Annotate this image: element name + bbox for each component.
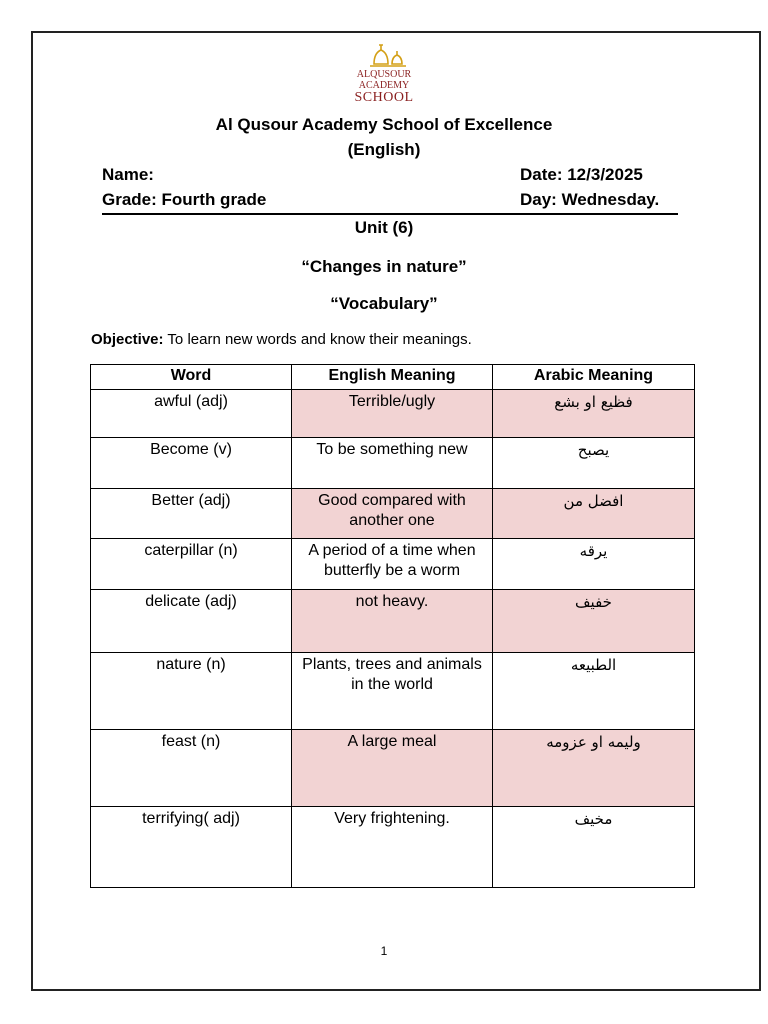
table-row [91,807,695,888]
arabic-meaning-cell: افضل من [493,489,695,539]
arabic-meaning-cell: وليمه او عزومه [493,730,695,807]
word-cell: feast (n) [91,730,292,807]
grade-label: Grade: Fourth grade [102,190,267,209]
word-cell: Become (v) [91,438,292,489]
english-meaning-cell: A large meal [292,730,493,807]
table-row [91,438,695,489]
english-meaning-cell: Good compared with another one [292,489,493,539]
table-row [91,590,695,653]
name-label: Name: [102,165,154,184]
english-meaning-cell: Plants, trees and animals in the world [292,653,493,730]
english-meaning-cell: Very frightening. [292,807,493,888]
crown-dome-icon [334,33,434,69]
header-english-meaning: English Meaning [292,365,493,390]
header-word: Word [91,365,292,390]
word-cell: nature (n) [91,653,292,730]
header-arabic-meaning: Arabic Meaning [493,365,695,390]
school-title: Al Qusour Academy School of Excellence [215,115,553,134]
word-cell: caterpillar (n) [91,539,292,590]
logo-text-line2: ACADEMY [358,80,410,91]
subject-title: (English) [347,140,421,159]
table-header-row [91,365,695,390]
arabic-meaning-cell: الطبيعه [493,653,695,730]
word-cell: Better (adj) [91,489,292,539]
table-row [91,489,695,539]
word-cell: awful (adj) [91,390,292,438]
objective-text: To learn new words and know their meanings. [163,331,472,348]
english-meaning-cell: A period of a time when butterfly be a worm [292,539,493,590]
arabic-meaning-cell: يرقه [493,539,695,590]
day-label: Day: Wednesday. [520,190,660,209]
word-cell: delicate (adj) [91,590,292,653]
english-meaning-cell: not heavy. [292,590,493,653]
word-cell: terrifying( adj) [91,807,292,888]
logo-text-line1: ALQUSOUR [356,69,412,80]
arabic-meaning-cell: فظيع او بشع [493,390,695,438]
school-logo [334,33,434,109]
date-label: Date: 12/3/2025 [520,165,643,184]
unit-title: Unit (6) [354,218,414,237]
table-row [91,390,695,438]
arabic-meaning-cell: يصبح [493,438,695,489]
header-divider [102,213,678,215]
table-row [91,539,695,590]
objective-label: Objective: [91,331,164,348]
english-meaning-cell: To be something new [292,438,493,489]
page-number: 1 [380,944,388,958]
section-title: “Vocabulary” [330,294,438,313]
english-meaning-cell: Terrible/ugly [292,390,493,438]
logo-text-line3: SCHOOL [354,90,414,105]
objective [91,331,472,348]
arabic-meaning-cell: خفيف [493,590,695,653]
table-row [91,653,695,730]
vocabulary-table [90,364,695,888]
table-row [91,730,695,807]
arabic-meaning-cell: مخيف [493,807,695,888]
topic-title: “Changes in nature” [301,257,467,276]
